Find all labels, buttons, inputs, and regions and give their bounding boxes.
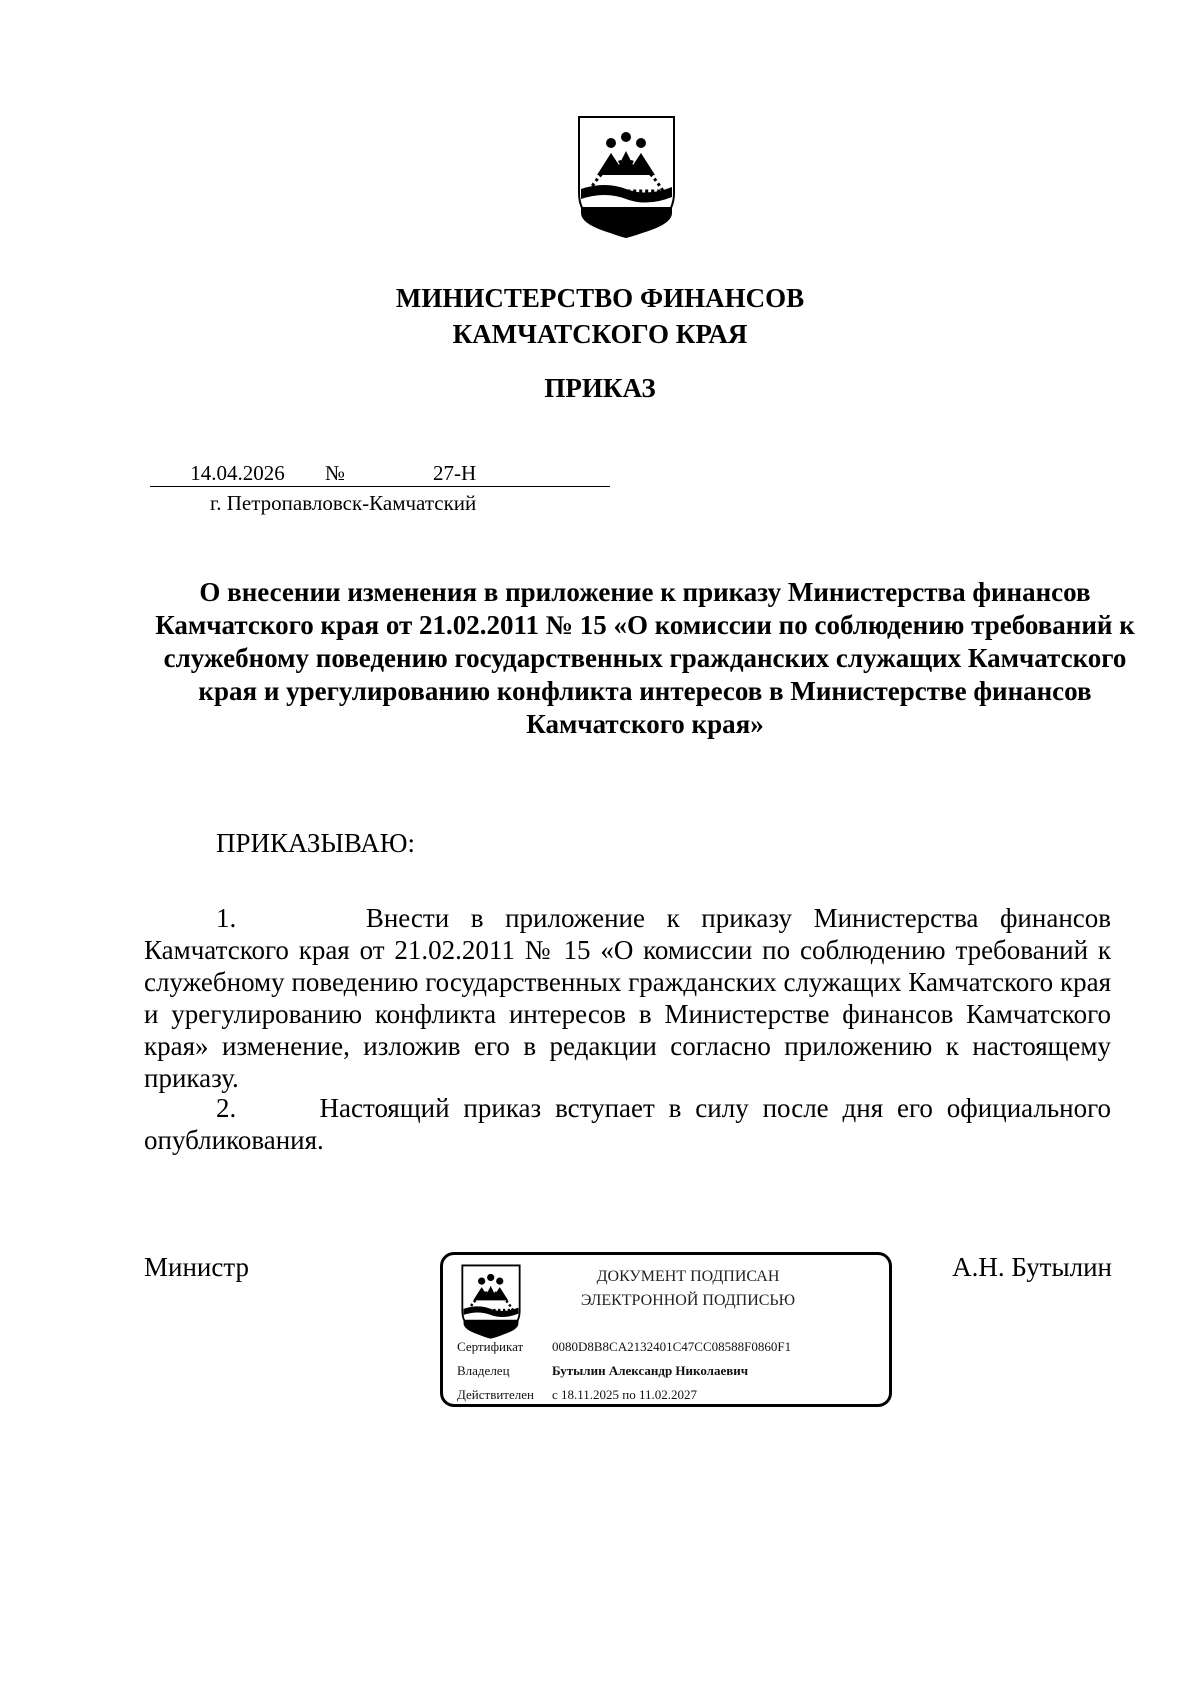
city: г. Петропавловск-Камчатский [210, 491, 477, 515]
paragraph-2-rest: опубликования. [144, 1125, 324, 1155]
signer-role: Министр [144, 1252, 249, 1282]
stamp-certificate-row [457, 1339, 791, 1355]
validity-value: с 18.11.2025 по 11.02.2027 [552, 1387, 698, 1402]
ministry-name [0, 280, 1200, 352]
coat-of-arms-icon [575, 113, 678, 239]
paragraph-2 [144, 1092, 1111, 1156]
paragraph-1 [144, 902, 1111, 1094]
order-date: 14.04.2026 [150, 461, 325, 487]
order-number: 27-Н [433, 461, 477, 485]
stamp-title-line-2: ЭЛЕКТРОННОЙ ПОДПИСЬЮ [580, 1292, 796, 1309]
ministry-line-1: МИНИСТЕРСТВО ФИНАНСОВ [395, 283, 805, 313]
document-type: ПРИКАЗ [544, 373, 656, 403]
stamp-coat-of-arms-icon [459, 1263, 523, 1339]
paragraph-1-first-line: 1. Внести в приложение к приказу Министерства финансов [216, 903, 1111, 933]
paragraph-1-rest: Камчатского края от 21.02.2011 № 15 «О комиссии по соблюдению требований к служебному поведению государственных гражданских служащих Камчатского края и урегулированию конфликта интересов в Министерстве финансов Камчатского края» изменение, изложив его в редакции согласно приложению к настоящему приказу. [144, 935, 1111, 1093]
validity-label: Действителен [457, 1387, 534, 1402]
stamp-title-line-1: ДОКУМЕНТ ПОДПИСАН [596, 1268, 780, 1285]
order-subject: О внесении изменения в приложение к приказу Министерства финансов Камчатского края от 21.02.2011 № 15 «О комиссии по соблюдению требований к служебному поведению государственных гражданских служащих Камчатского края и урегулированию конфликта интересов в Министерстве финансов Камчатского края» [155, 577, 1135, 739]
stamp-validity-row [457, 1387, 697, 1403]
certificate-value: 0080D8B8CA2132401C47CC08588F0860F1 [552, 1339, 792, 1354]
order-word: ПРИКАЗЫВАЮ: [216, 828, 415, 858]
owner-value: Бутылин Александр Николаевич [552, 1363, 749, 1378]
stamp-title [533, 1265, 843, 1313]
electronic-signature-stamp [440, 1252, 892, 1407]
stamp-owner-row [457, 1363, 748, 1379]
paragraph-2-first-line: 2. Настоящий приказ вступает в силу после дня его официального [216, 1093, 1111, 1123]
owner-label: Владелец [457, 1363, 510, 1378]
registration-line [150, 461, 610, 487]
order-number-field [365, 461, 610, 487]
signer-name: А.Н. Бутылин [952, 1252, 1112, 1282]
ministry-line-2: КАМЧАТСКОГО КРАЯ [452, 319, 748, 349]
certificate-label: Сертификат [457, 1339, 524, 1354]
number-label: № [325, 461, 365, 487]
